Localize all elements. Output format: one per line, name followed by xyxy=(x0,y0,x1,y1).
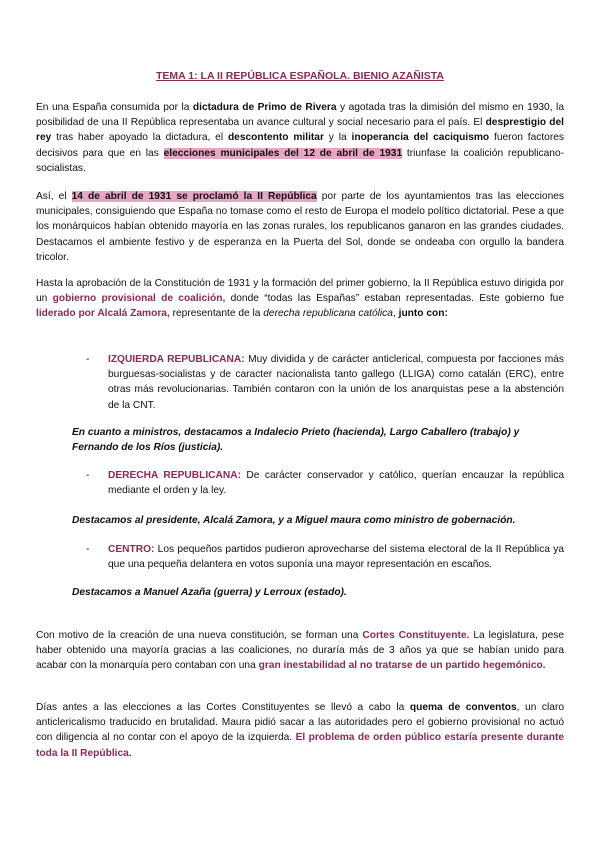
paragraph-provisional-government xyxy=(36,276,564,322)
text: donde “todas las Españas” estaban representadas. Este gobierno fue xyxy=(225,293,564,305)
note-president: Destacamos al presidente, Alcalá Zamora, y a Miguel maura como ministro de gobernación. xyxy=(72,515,516,526)
text: representante de la xyxy=(169,308,264,320)
list-item-text: De carácter conservador y católico, querían encauzar la república mediante el orden y la ley. xyxy=(108,470,564,497)
bold-text: dictadura de Primo de Rivera xyxy=(192,102,337,113)
bold-text: desprestigio del rey xyxy=(36,117,564,144)
highlighted-text: gran inestabilidad al no tratarse de un partido hegemónico. xyxy=(258,660,546,672)
text: por parte de los ayuntamientos tras las elecciones municipales, consiguiendo que España no tomase como el resto de Europa el modelo político dictatorial. Pese a que los monárquicos habían obtenido mayoría en las zonas rurales, los republicanos ganaron en las grandes ciudades. Destacamos el ambiente festivo y de esperanza en la Puerta del Sol, donde se ondeaba con orgullo la bandera tricolor. xyxy=(36,191,565,263)
page-title: TEMA 1: LA II REPÚBLICA ESPAÑOLA. BIENIO AZAÑISTA xyxy=(156,70,444,82)
text: triunfase la coalición republicano-socialistas. xyxy=(36,147,564,174)
highlighted-text: 14 de abril de 1931 se proclamó la II República xyxy=(71,191,317,202)
highlighted-text: Cortes Constituyente. xyxy=(362,630,470,641)
bold-text: junto con: xyxy=(398,308,448,320)
paragraph-intro xyxy=(36,100,564,176)
text: Días antes a las elecciones a las Cortes Constituyentes se llevó a cabo la xyxy=(36,702,410,713)
bold-text: inoperancia del caciquismo xyxy=(351,132,490,144)
text: fueron factores decisivos para que en las xyxy=(36,132,564,159)
bullet-dash: - xyxy=(86,354,90,365)
text: , xyxy=(392,308,399,320)
note-ministers: En cuanto a ministros, destacamos a Indalecio Prieto (hacienda), Largo Caballero (trabajo) y Fernando de los Ríos (justicia). xyxy=(72,427,520,454)
list-item-centro xyxy=(86,542,564,572)
text: y agotada tras la dimisión del mismo en 1930, la posibilidad de una II República representaba un avance cultural y social necesario para el país. El xyxy=(36,102,564,129)
text: , un claro anticlericalismo traducido en brutalidad. Maura pidió sacar a las autoridades pero el gobierno provisional no actuó con diligencia al no contar con el apoyo de la izquierda. xyxy=(36,702,564,744)
list-item-label: CENTRO: xyxy=(108,544,155,555)
text: La legislatura, pese haber obtenido una mayoría gracias a las coaliciones, no duraría más de 3 años ya que se habían unido para acabar con la monarquía pero contaban con una xyxy=(36,630,564,672)
list-item-text: Muy dividida y de carácter anticlerical, compuesta por facciones más burguesas-socialistas y de caracter nacionalista tanto gallego (LLIGA) como catalán (ERC), entre otras más revolucionarias. También contaron con la unión de los anarquistas pese a la abstención de la CNT. xyxy=(108,354,564,411)
highlighted-text: El problema de orden público estaría presente durante toda la II República. xyxy=(36,732,565,759)
bold-text: quema de conventos xyxy=(409,702,517,713)
bullet-dash: - xyxy=(86,544,90,555)
list-item-text: Los pequeños partidos pudieron aprovecharse del sistema electoral de la II República ya que una pequeña delantera en votos suponía una mayor representación en escaños. xyxy=(108,544,564,571)
paragraph-proclamation xyxy=(36,189,564,265)
text: Con motivo de la creación de una nueva constitución, se forman una xyxy=(36,630,363,641)
text: Así, el xyxy=(36,191,72,202)
highlighted-text: elecciones municipales del 12 de abril de 1931 xyxy=(163,147,403,159)
text: En una España consumida por la xyxy=(36,102,193,113)
text: y la xyxy=(323,132,352,144)
paragraph-cortes xyxy=(36,628,564,674)
list-item-label: IZQUIERDA REPUBLICANA: xyxy=(108,354,245,365)
list-item-izquierda xyxy=(86,352,564,413)
highlighted-text: gobierno provisional de coalición, xyxy=(52,293,226,305)
text: Hasta la aprobación de la Constitución de 1931 y la formación del primer gobierno, la II República estuvo dirigida por un xyxy=(36,278,564,305)
list-item-label: DERECHA REPUBLICANA: xyxy=(108,470,241,481)
text: tras haber apoyado la dictadura, el xyxy=(51,132,228,144)
highlighted-text: liderado por Alcalá Zamora, xyxy=(36,308,170,320)
paragraph-convents xyxy=(36,700,564,761)
list-item-derecha xyxy=(86,468,564,498)
note-azana-lerroux: Destacamos a Manuel Azaña (guerra) y Lerroux (estado). xyxy=(72,587,347,598)
bullet-dash: - xyxy=(86,470,90,481)
italic-text: derecha republicana católica xyxy=(263,308,393,320)
bold-text: descontento militar xyxy=(227,132,324,144)
